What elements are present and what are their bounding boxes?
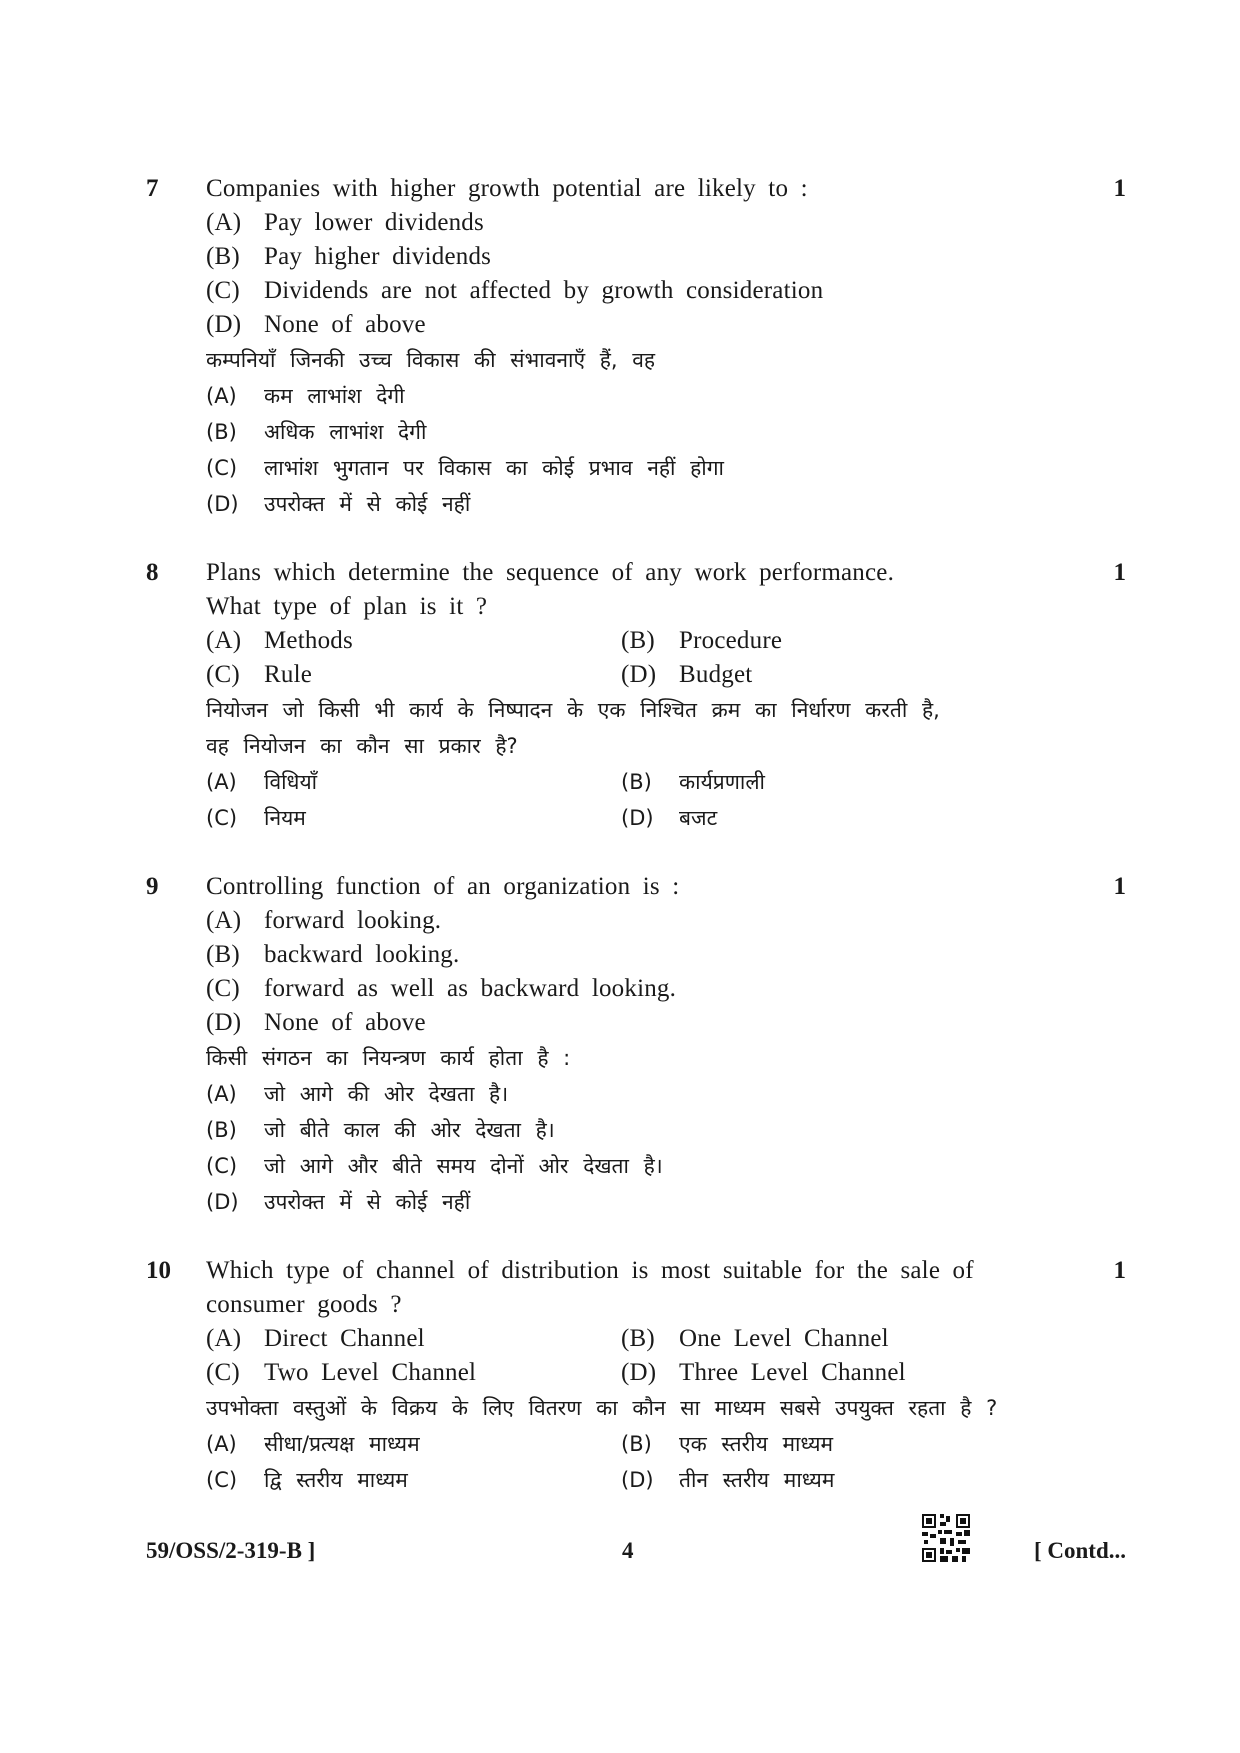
option-en-c [206,658,621,692]
option-label: (C) [206,975,240,1002]
option-row-hi [206,800,1076,836]
option-label: (B) [621,1432,652,1456]
option-label: (D) [621,806,654,830]
option-label: (C) [206,277,240,304]
option-label: (B) [621,770,652,794]
option-text: कम लाभांश देगी [264,384,405,408]
option-row-en [206,1356,1076,1390]
option-row-en [206,1322,1076,1356]
option-hi-b [206,414,1076,450]
question-stem-en: Companies with higher growth potential are likely to : [206,175,808,202]
option-label: (C) [206,1468,238,1492]
option-text: Methods [264,627,353,654]
option-row-hi [206,1426,1076,1462]
option-hi-b [621,764,1036,800]
option-hi-a [206,1076,1076,1112]
option-en-c [206,972,1076,1006]
option-text: None of above [264,311,426,338]
question-number: 9 [146,873,159,900]
question-stem-hi: किसी संगठन का नियन्त्रण कार्य होता है : [206,1046,571,1070]
option-label: (B) [206,420,237,444]
question-stem-hi: उपभोक्ता वस्तुओं के विक्रय के लिए वितरण का कौन सा माध्यम सबसे उपयुक्त रहता है ? [206,1396,998,1420]
question-stem-en: consumer goods ? [206,1291,402,1318]
option-label: (A) [206,770,237,794]
option-en-c [206,1356,621,1390]
option-en-b [206,240,1076,274]
option-text: द्वि स्तरीय माध्यम [264,1468,408,1492]
option-text: Pay lower dividends [264,209,484,236]
option-en-d [206,308,1076,342]
question-number: 8 [146,559,159,586]
option-en-a [206,624,621,658]
option-row-en [206,624,1076,658]
option-en-d [621,1356,1036,1390]
option-row-hi [206,764,1076,800]
option-text: backward looking. [264,941,460,968]
option-hi-c [206,1462,621,1498]
option-en-a [206,904,1076,938]
page-number: 4 [622,1538,634,1563]
option-text: लाभांश भुगतान पर विकास का कोई प्रभाव नहीं होगा [264,456,724,480]
option-hi-c [206,800,621,836]
option-label: (C) [206,661,240,688]
option-text: बजट [679,806,718,830]
option-text: तीन स्तरीय माध्यम [679,1468,835,1492]
option-label: (D) [206,311,242,338]
option-label: (C) [206,1154,238,1178]
option-hi-c [206,1148,1076,1184]
option-row-hi [206,1462,1076,1498]
option-text: नियम [264,806,306,830]
option-en-a [206,1322,621,1356]
option-en-b [621,624,1036,658]
option-label: (D) [206,1190,239,1214]
option-label: (A) [206,1432,237,1456]
option-text: कार्यप्रणाली [679,770,765,794]
question-body [206,172,1076,522]
option-hi-c [206,450,1076,486]
option-label: (D) [621,1468,654,1492]
option-text: एक स्तरीय माध्यम [679,1432,834,1456]
question-marks: 1 [1113,1257,1126,1284]
option-label: (B) [206,1118,237,1142]
option-hi-b [621,1426,1036,1462]
option-label: (D) [206,492,239,516]
option-text: Procedure [679,627,783,654]
option-hi-b [206,1112,1076,1148]
option-label: (D) [621,1359,657,1386]
continued-marker: [ Contd... [1033,1538,1126,1563]
option-text: जो आगे की ओर देखता है। [264,1082,509,1106]
question-body [206,1254,1076,1498]
question-stem-en: Controlling function of an organization is : [206,873,680,900]
option-text: One Level Channel [679,1325,889,1352]
option-en-b [206,938,1076,972]
option-text: Three Level Channel [679,1359,906,1386]
option-en-c [206,274,1076,308]
question-stem-hi: वह नियोजन का कौन सा प्रकार है? [206,734,518,758]
option-label: (B) [621,627,655,654]
question-stem-hi: नियोजन जो किसी भी कार्य के निष्पादन के एक निश्चित क्रम का निर्धारण करती है, [206,698,940,722]
question-stem-en: What type of plan is it ? [206,593,488,620]
option-text: Budget [679,661,753,688]
option-text: Rule [264,661,313,688]
option-en-d [621,658,1036,692]
option-label: (C) [206,806,238,830]
option-text: Dividends are not affected by growth consideration [264,277,824,304]
option-hi-a [206,378,1076,414]
question-stem-en: Which type of channel of distribution is most suitable for the sale of [206,1257,974,1284]
option-row-en [206,658,1076,692]
question-number: 10 [146,1257,171,1284]
page-footer [146,1534,1126,1574]
option-label: (A) [206,627,242,654]
option-text: Two Level Channel [264,1359,477,1386]
option-hi-a [206,764,621,800]
option-label: (B) [206,941,240,968]
option-hi-d [621,800,1036,836]
qr-code-icon [922,1514,970,1562]
option-text: जो बीते काल की ओर देखता है। [264,1118,555,1142]
option-hi-a [206,1426,621,1462]
option-label: (C) [206,1359,240,1386]
option-label: (C) [206,456,238,480]
option-text: जो आगे और बीते समय दोनों ओर देखता है। [264,1154,663,1178]
option-text: सीधा/प्रत्यक्ष माध्यम [264,1432,420,1456]
option-hi-d [206,1184,1076,1220]
option-en-a [206,206,1076,240]
option-label: (A) [206,209,242,236]
question-marks: 1 [1113,559,1126,586]
option-en-d [206,1006,1076,1040]
option-label: (D) [621,661,657,688]
option-text: विधियाँ [264,770,318,794]
option-text: उपरोक्त में से कोई नहीं [264,492,471,516]
option-text: forward looking. [264,907,442,934]
option-hi-d [621,1462,1036,1498]
option-label: (D) [206,1009,242,1036]
option-label: (B) [621,1325,655,1352]
option-text: उपरोक्त में से कोई नहीं [264,1190,471,1214]
option-label: (A) [206,384,237,408]
option-text: अधिक लाभांश देगी [264,420,427,444]
option-label: (B) [206,243,240,270]
question-marks: 1 [1113,175,1126,202]
question-number: 7 [146,175,159,202]
option-text: Pay higher dividends [264,243,492,270]
question-stem-en: Plans which determine the sequence of any work performance. [206,559,895,586]
question-marks: 1 [1113,873,1126,900]
option-text: Direct Channel [264,1325,425,1352]
question-body [206,870,1076,1220]
paper-code: 59/OSS/2-319-B ] [146,1538,316,1563]
option-label: (A) [206,1325,242,1352]
question-stem-hi: कम्पनियाँ जिनकी उच्च विकास की संभावनाएँ हैं, वह [206,348,656,372]
question-body [206,556,1076,836]
option-text: forward as well as backward looking. [264,975,677,1002]
option-hi-d [206,486,1076,522]
option-text: None of above [264,1009,426,1036]
option-label: (A) [206,1082,237,1106]
option-label: (A) [206,907,242,934]
option-en-b [621,1322,1036,1356]
